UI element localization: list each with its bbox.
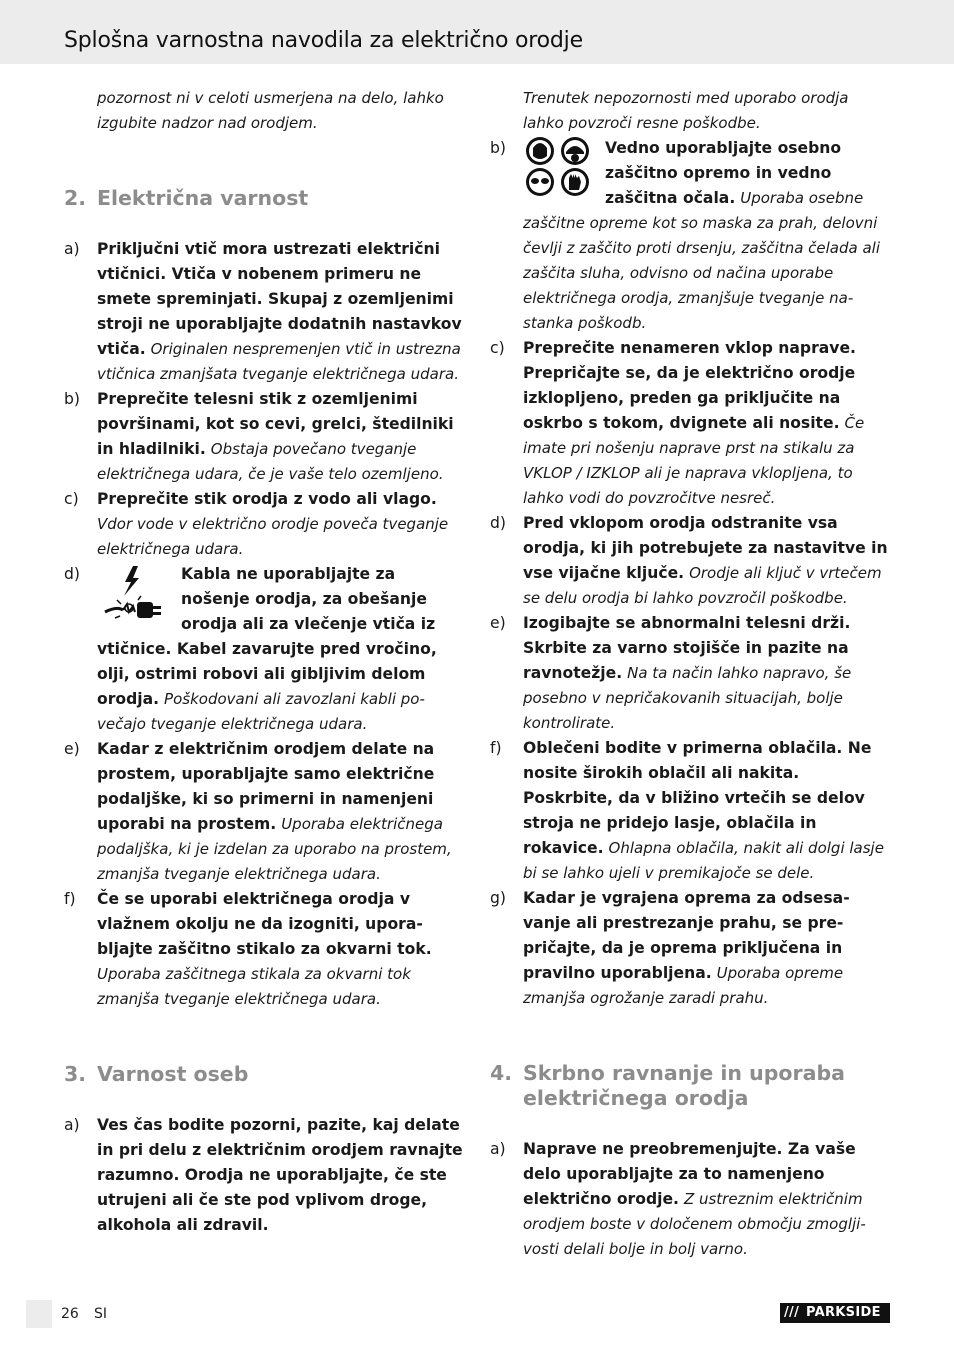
item-italic: Obstaja povečano tveganje električnega udara, če je vaše telo ozemljeno. xyxy=(97,440,444,483)
list-item xyxy=(490,511,890,611)
item-label: a) xyxy=(64,1116,80,1134)
section-heading xyxy=(64,186,464,211)
list-item xyxy=(490,336,890,511)
item-bold: Priključni vtič mora ustrezati električni vtičnici. Vtiča v nobenem primeru ne smete spreminjati. Skupaj z ozemljenimi stroji ne uporabljajte dodatnih nastavkov vtiča. xyxy=(97,240,462,358)
page-title: Splošna varnostna navodila za električno orodje xyxy=(64,28,583,53)
left-column xyxy=(64,86,464,1238)
item-label: d) xyxy=(490,514,506,532)
item-italic: Uporaba osebne zaščitne opreme kot so maska za prah, delovni čevlji z zaščito proti drsenju, zaščitna čelada ali zaščita sluha, odvisno od načina uporabe električnega orodja, zmanjšuje tveganje nastanka poškodb. xyxy=(523,189,881,332)
logo-stripes: /// xyxy=(784,1305,800,1320)
item-bold: Če se uporabi električnega orodja v vlažnem okolju ne da izogniti, uporabljajte zaščitno stikalo za okvarni tok. xyxy=(97,890,432,958)
cable-shock-warning-icon xyxy=(97,562,169,624)
item-bold: Ves čas bodite pozorni, pazite, kaj delate in pri delu z električnim orodjem ravnajte razumno. Orodja ne uporabljajte, če ste utrujeni ali če ste pod vplivom droge, alkohola ali zdravil. xyxy=(97,1116,463,1234)
list-item xyxy=(64,237,464,387)
item-italic: Poškodovani ali zavozlani kabli povečajo tveganje električnega udara. xyxy=(97,690,425,733)
section-number: 2. xyxy=(64,186,87,210)
item-italic: Originalen nespremenjen vtič in ustrezna vtičnica zmanjšata tveganje električnega udara. xyxy=(97,340,461,383)
brand-name: PARKSIDE xyxy=(806,1305,881,1320)
section-title: Skrbno ravnanje in uporaba električnega orodja xyxy=(523,1061,845,1110)
item-label: c) xyxy=(490,339,505,357)
item-label: b) xyxy=(490,139,506,157)
list-item xyxy=(64,887,464,1012)
list-item xyxy=(490,886,890,1011)
brand-logo xyxy=(780,1303,890,1323)
item-bold: Pred vklopom orodja odstranite vsa orodja, ki jih potrebujete za nastavitve in vse vijačne ključe. xyxy=(523,514,888,582)
section-number: 3. xyxy=(64,1062,87,1086)
item-bold: Preprečite nenameren vklop naprave. Prepričajte se, da je električno orodje izklopljeno, preden ga priključite na oskrbo s tokom, dvignete ali nosite. xyxy=(523,339,856,432)
section-title: Električna varnost xyxy=(97,186,309,210)
item-bold: Preprečite telesni stik z ozemljenimi površinami, kot so cevi, grelci, štedilniki in hladilniki. xyxy=(97,390,454,458)
section-heading xyxy=(64,1062,464,1087)
item-italic: Ohlapna oblačila, nakit ali dolgi lasje bi se lahko ujeli v premikajoče se dele. xyxy=(523,839,884,882)
right-column xyxy=(490,86,890,1262)
language-code: SI xyxy=(94,1306,108,1322)
item-label: e) xyxy=(490,614,506,632)
page-header xyxy=(0,0,954,64)
list-item xyxy=(64,1113,464,1238)
item-bold: Oblečeni bodite v primerna oblačila. Ne nosite širokih oblačil ali nakita. Poskrbite, da v bližino vrtečih se delov stroja ne pridejo lasje, oblačila in rokavice. xyxy=(523,739,872,857)
item-label: d) xyxy=(64,565,80,583)
list-item xyxy=(64,562,464,737)
item-italic: Uporaba električnega podaljška, ki je izdelan za uporabo na prostem, zmanjša tveganje električnega udara. xyxy=(97,815,452,883)
item-bold: Vedno uporabljajte osebno zaščitno opremo in vedno zaščitna očala. xyxy=(605,139,842,207)
item-italic: Z ustreznim električnim orodjem boste v določenem območju zmogljivosti delali bolje in bolj varno. xyxy=(523,1190,866,1258)
item-bold: Preprečite stik orodja z vodo ali vlago. xyxy=(97,490,437,508)
section-title: Varnost oseb xyxy=(97,1062,249,1086)
protective-equipment-icons xyxy=(523,136,593,198)
item-label: g) xyxy=(490,889,506,907)
item-italic: Vdor vode v električno orodje poveča tveganje električnega udara. xyxy=(97,515,449,558)
item-italic: Orodje ali ključ v vrtečem se delu orodja bi lahko povzročil poškodbe. xyxy=(523,564,882,607)
list-item xyxy=(490,611,890,736)
item-label: c) xyxy=(64,490,79,508)
item-italic: Če imate pri nošenju naprave prst na stikalu za VKLOP / IZKLOP ali je naprava vklopljena, to lahko vodi do povzročitve nesreč. xyxy=(523,414,865,507)
item-bold: Kadar z električnim orodjem delate na prostem, uporabljajte samo električne podaljške, ki so primerni in namenjeni uporabi na prostem. xyxy=(97,740,435,833)
list-item xyxy=(64,487,464,562)
item-italic: Na ta način lahko napravo, še posebno v nepričakovanih situacijah, bolje kontrolirate. xyxy=(523,664,852,732)
list-item xyxy=(490,136,890,336)
item-bold: Kabla ne uporabljajte za nošenje orodja, za obešanje orodja ali za vlečenje vtiča iz vtičnice. Kabel zavarujte pred vročino, olji, ostrimi robovi ali gibljivim delom orodja. xyxy=(97,565,437,708)
item-italic: Uporaba zaščitnega stikala za okvarni tok zmanjša tveganje električnega udara. xyxy=(97,965,411,1008)
page-number: 26 xyxy=(61,1306,79,1322)
item-bold: Izogibajte se abnormalni telesni drži. Skrbite za varno stojišče in pazite na ravnotežje. xyxy=(523,614,851,682)
section-number: 4. xyxy=(490,1061,513,1085)
section-heading xyxy=(490,1061,890,1111)
footer-marker xyxy=(26,1300,52,1328)
item-label: e) xyxy=(64,740,80,758)
list-item xyxy=(64,737,464,887)
item-label: f) xyxy=(490,739,502,757)
item-label: a) xyxy=(64,240,80,258)
intro-text: pozornost ni v celoti usmerjena na delo, lahko izgubite nadzor nad orodjem. xyxy=(97,89,444,132)
item-label: f) xyxy=(64,890,76,908)
list-item xyxy=(64,387,464,487)
item-label: a) xyxy=(490,1140,506,1158)
item-bold: Kadar je vgrajena oprema za odsesavanje ali prestrezanje prahu, se prepričajte, da je oprema priključena in pravilno uporabljena. xyxy=(523,889,850,982)
item-label: b) xyxy=(64,390,80,408)
intro-text: Trenutek nepozornosti med uporabo orodja lahko povzroči resne poškodbe. xyxy=(523,89,849,132)
item-bold: Naprave ne preobremenjujte. Za vaše delo uporabljajte za to namenjeno električno orodje. xyxy=(523,1140,856,1208)
item-italic: Uporaba opreme zmanjša ogrožanje zaradi prahu. xyxy=(523,964,844,1007)
list-item xyxy=(490,1137,890,1262)
list-item xyxy=(490,736,890,886)
